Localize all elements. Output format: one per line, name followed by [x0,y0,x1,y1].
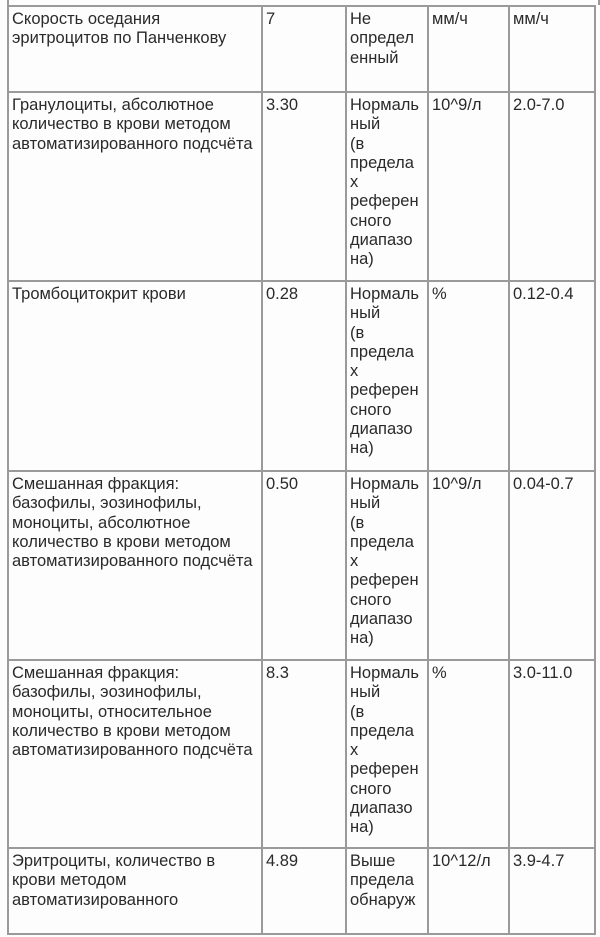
status-cell: Выше предела обнаруж [346,848,428,934]
reference-range-cell: 3.9-4.7 [509,848,595,934]
table-row [8,848,595,934]
reference-range-cell: 3.0-11.0 [509,660,595,848]
reference-range-cell: 0.04-0.7 [509,471,595,660]
table-row [8,6,595,92]
table-row [8,281,595,471]
status-cell: Нормаль ный (в предела х референ сного диапазо на) [346,92,428,281]
results-table-body [8,6,595,934]
table-row [8,660,595,848]
reference-range-cell: мм/ч [509,6,595,92]
table-row [8,92,595,281]
unit-cell: % [428,660,509,848]
status-cell: Нормаль ный (в предела х референ сного диапазо на) [346,281,428,471]
result-value-cell: 7 [262,6,346,92]
unit-cell: 10^9/л [428,471,509,660]
results-table [7,5,596,935]
status-cell: Нормаль ный (в предела х референ сного диапазо на) [346,471,428,660]
test-name-cell: Смешанная фракция: базофилы, эозинофилы, моноциты, абсолютное количество в крови методом автоматизированного подсчёта [8,471,262,660]
test-name-cell: Гранулоциты, абсолютное количество в крови методом автоматизированного подсчёта [8,92,262,281]
result-value-cell: 0.28 [262,281,346,471]
table-row [8,471,595,660]
test-name-cell: Смешанная фракция: базофилы, эозинофилы, моноциты, относительное количество в крови методом автоматизированного подсчёта [8,660,262,848]
result-value-cell: 4.89 [262,848,346,934]
status-cell: Нормаль ный (в предела х референ сного диапазо на) [346,660,428,848]
test-name-cell: Скорость оседания эритроцитов по Панченкову [8,6,262,92]
test-name-cell: Тромбоцитокрит крови [8,281,262,471]
unit-cell: 10^9/л [428,92,509,281]
reference-range-cell: 2.0-7.0 [509,92,595,281]
unit-cell: мм/ч [428,6,509,92]
result-value-cell: 8.3 [262,660,346,848]
unit-cell: % [428,281,509,471]
test-name-cell: Эритроциты, количество в крови методом автоматизированного [8,848,262,934]
status-cell: Не определ енный [346,6,428,92]
result-value-cell: 0.50 [262,471,346,660]
reference-range-cell: 0.12-0.4 [509,281,595,471]
result-value-cell: 3.30 [262,92,346,281]
unit-cell: 10^12/л [428,848,509,934]
